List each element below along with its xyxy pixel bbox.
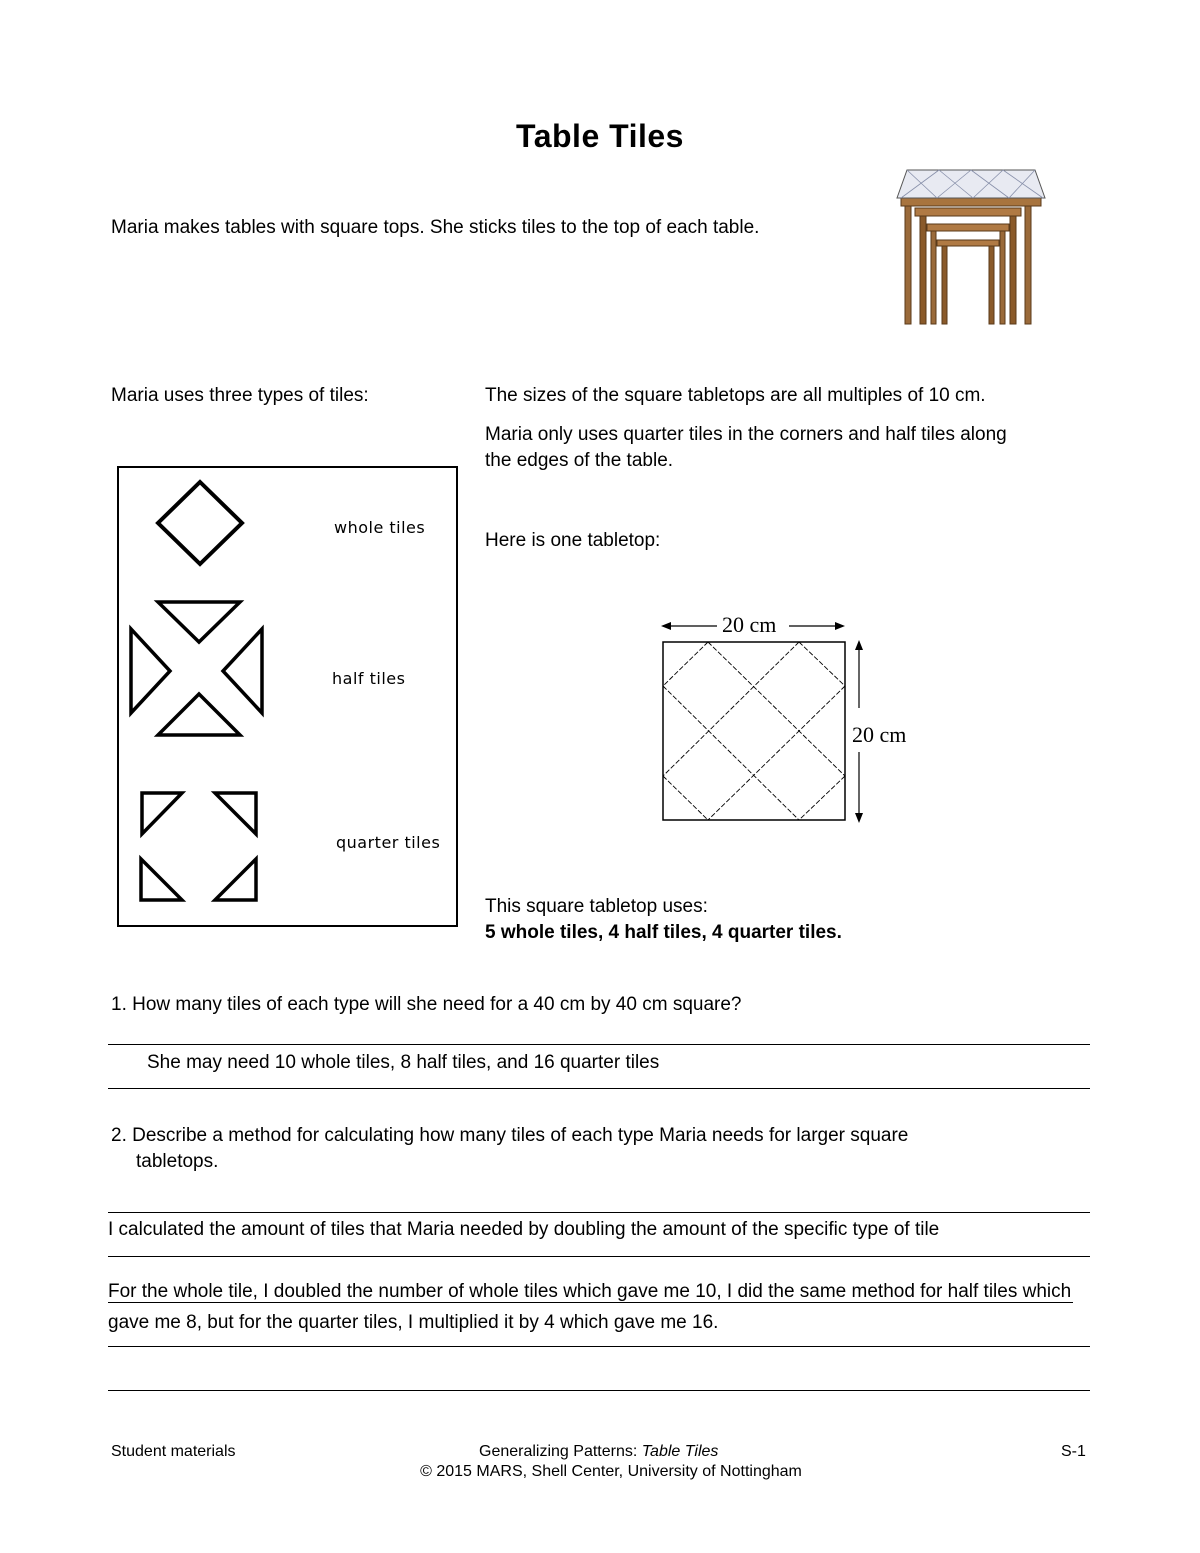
whole-tiles-label: whole tiles: [334, 518, 426, 537]
half-tiles-label: half tiles: [332, 669, 406, 688]
half-tile-right: [223, 629, 262, 713]
quarter-tile-tl: [142, 793, 182, 834]
answer-line-3: [108, 1212, 1090, 1213]
answer-line-1: [108, 1044, 1090, 1045]
tile-rule-text-1: Maria only uses quarter tiles in the corners and half tiles along: [485, 424, 1007, 445]
tabletop-sizes-text: The sizes of the square tabletops are all multiples of 10 cm.: [485, 385, 986, 406]
answer-line-7: [108, 1390, 1090, 1391]
question-2-line-1: 2. Describe a method for calculating how many tiles of each type Maria needs for larger square: [111, 1125, 909, 1146]
tabletop-diagram: [655, 610, 925, 830]
answer-line-4: [108, 1256, 1090, 1257]
example-intro-text: Here is one tabletop:: [485, 530, 661, 551]
tile-types-heading: Maria uses three types of tiles:: [111, 385, 369, 406]
footer-center: [479, 1443, 718, 1461]
answer-line-2: [108, 1088, 1090, 1089]
tabletop-uses-value: 5 whole tiles, 4 half tiles, 4 quarter tiles.: [485, 922, 842, 943]
top-dimension-label: 20 cm: [722, 612, 777, 637]
side-dimension-label: 20 cm: [852, 722, 907, 747]
tabletop-square: [663, 642, 845, 820]
half-tile-left: [131, 629, 170, 713]
answer-line-6: [108, 1346, 1090, 1347]
footer-center-title: Table Tiles: [641, 1443, 719, 1460]
half-tile-bottom: [158, 694, 240, 735]
footer-copyright: © 2015 MARS, Shell Center, University of Nottingham: [420, 1463, 802, 1480]
table-illustration: [895, 168, 1050, 328]
quarter-tile-tr: [215, 793, 256, 834]
quarter-tile-bl: [141, 859, 182, 900]
quarter-tiles-label: quarter tiles: [336, 833, 441, 852]
question-1: 1. How many tiles of each type will she need for a 40 cm by 40 cm square?: [111, 994, 742, 1015]
half-tile-top: [158, 602, 240, 642]
tile-rule-text-2: the edges of the table.: [485, 450, 674, 471]
question-2-line-2: tabletops.: [136, 1151, 219, 1172]
answer-2-line-2: For the whole tile, I doubled the number of whole tiles which gave me 10, I did the same method for half tiles which: [108, 1281, 1072, 1302]
answer-line-5: [108, 1302, 1073, 1303]
answer-2-line-3: gave me 8, but for the quarter tiles, I multiplied it by 4 which gave me 16.: [108, 1312, 719, 1333]
quarter-tile-br: [215, 859, 256, 900]
footer-left: Student materials: [111, 1443, 236, 1460]
answer-2-line-1: I calculated the amount of tiles that Maria needed by doubling the amount of the specific type of tile: [108, 1219, 940, 1240]
footer-center-prefix: Generalizing Patterns:: [479, 1443, 642, 1460]
whole-tile-shape: [158, 482, 242, 564]
tabletop-uses-label: This square tabletop uses:: [485, 896, 708, 917]
footer-page-number: S-1: [1061, 1443, 1086, 1460]
answer-1: She may need 10 whole tiles, 8 half tiles, and 16 quarter tiles: [147, 1052, 660, 1073]
page-title: Table Tiles: [516, 118, 684, 154]
intro-text: Maria makes tables with square tops. She sticks tiles to the top of each table.: [111, 217, 760, 238]
